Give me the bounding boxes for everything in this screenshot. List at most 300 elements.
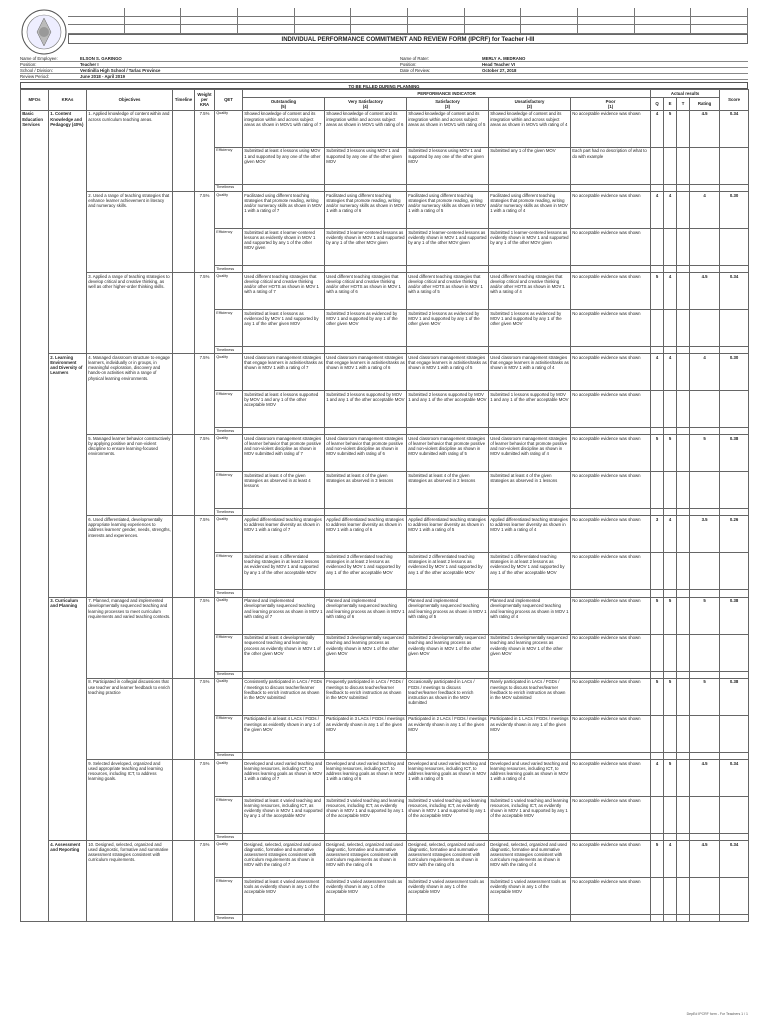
blank-cell [325,671,407,678]
blank-cell [690,877,720,914]
efficiency-label: Efficiency [215,309,243,346]
quality-indicator: Designed, selected, organized and used diagnostic, formative and summative assessment strategies consistent with curriculum requirements as shown in MOV with the rating of 7 [243,840,325,877]
quality-label: Quality [215,110,243,147]
blank-cell [664,715,677,752]
blank-cell [690,391,720,428]
col-very-satisfactory: Very Satisfactory (4) [325,97,407,110]
grid-cell [68,17,125,26]
rating-value: 4 [690,354,720,391]
review-period-label: Review Period: [20,74,49,79]
blank-cell [720,184,749,191]
review-period: June 2018 - April 2019 [80,74,125,79]
deped-seal-icon [20,8,68,56]
blank-cell [651,833,664,840]
col-rating: Rating [690,97,720,110]
quality-indicator: Applied differentiated teaching strategies to address learner diversity as shown in MOV 1 with a rating of 5 [407,516,489,553]
grid-cell [238,25,295,34]
rating-value: 5 [690,678,720,715]
blank-cell [677,472,690,509]
employee-school-label: School / Division: [20,68,53,73]
objective-cell: 1. Applied knowledge of content within and across curriculum teaching areas. [87,110,173,191]
quality-indicator: Developed and used varied teaching and learning resources, including ICT, to address learning goals as shown in MOV 1 with a rating of 5 [407,759,489,796]
timeliness-label: Timeliness [215,671,243,678]
blank-cell [243,833,325,840]
blank-cell [489,671,571,678]
blank-cell [489,509,571,516]
grid-cell [691,25,748,34]
efficiency-indicator: Submitted 2 varied teaching and learning resources, including ICT, as evidently shown in MOV 1 and supported by any 1 of the acceptable MOV [407,796,489,833]
rating-value: 3.5 [690,516,720,553]
quality-indicator: Used classroom management strategies that engage learners in activities/tasks as shown in MOV 1 with a rating of 6 [325,354,407,391]
efficiency-indicator: Submitted 2 developmentally sequenced teaching and learning process as evidently shown in MOV 1 of the other given MOV [407,634,489,671]
objective-cell: 4. Managed classroom structure to engage learners, individually or in groups, in meaningful exploration, discovery and hands-on activities within a range of physical learning environments. [87,354,173,435]
blank-cell [407,671,489,678]
blank-cell [407,914,489,921]
mfo-cell: Basic Education Services [21,110,49,921]
blank-cell [677,391,690,428]
efficiency-label: Efficiency [215,472,243,509]
blank-cell [720,671,749,678]
grid-cell [181,17,238,26]
blank-cell [677,590,690,597]
quality-indicator: No acceptable evidence was shown [571,516,651,553]
grid-cell [295,8,352,17]
blank-cell [690,346,720,353]
timeline-cell [173,678,195,759]
weight-cell: 7.5% [195,759,215,840]
blank-cell [690,509,720,516]
timeliness-label: Timeliness [215,590,243,597]
actual-e: 4 [664,354,677,391]
grid-cell [691,17,748,26]
grid-cell [351,25,408,34]
timeliness-label: Timeliness [215,265,243,272]
quality-indicator: Showed knowledge of content and its integration within and across subject areas as shown in MOV1 with rating of 7 [243,110,325,147]
actual-q: 5 [651,597,664,634]
blank-cell [690,553,720,590]
efficiency-indicator: Submitted at least 4 of the given strategies as observed in at least 4 lessons [243,472,325,509]
actual-t [677,516,690,553]
table-row [21,840,749,877]
col-qet: QET [215,90,243,111]
actual-q: 4 [651,191,664,228]
blank-cell [651,590,664,597]
efficiency-indicator: Submitted at least 4 lessons as evidenced by MOV 1 and supported by any 1 of the other given MOV [243,309,325,346]
grid-cell [578,25,635,34]
score-value: 0.30 [720,354,749,391]
weight-cell: 7.5% [195,516,215,597]
score-value: 0.38 [720,597,749,634]
col-weight: Weight per KRA [195,90,215,111]
blank-cell [664,590,677,597]
quality-label: Quality [215,759,243,796]
blank-cell [243,428,325,435]
blank-cell [677,184,690,191]
efficiency-indicator: No acceptable evidence was shown [571,391,651,428]
blank-cell [664,391,677,428]
header-blank-grid [68,8,748,34]
score-value: 0.26 [720,516,749,553]
score-value: 0.30 [720,191,749,228]
actual-t [677,191,690,228]
blank-cell [571,509,651,516]
quality-indicator: Used classroom management strategies that engage learners in activities/tasks as shown in MOV 1 with a rating of 5 [407,354,489,391]
actual-t [677,759,690,796]
timeline-cell [173,435,195,516]
blank-cell [664,833,677,840]
quality-indicator: Showed knowledge of content and its integration within and across subject areas as shown in MOV1 with rating of 4 [489,110,571,147]
table-row [21,435,749,472]
grid-cell [181,8,238,17]
quality-indicator: Planned and implemented developmentally sequenced teaching and learning process as shown in MOV 1 with rating of 4 [489,597,571,634]
blank-cell [677,309,690,346]
quality-indicator: Used different teaching strategies that develop critical and creative thinking and/or other HOTS as shown in MOV 1 with a rating of 6 [325,272,407,309]
blank-cell [720,877,749,914]
blank-cell [489,428,571,435]
quality-indicator: Facilitated using different teaching strategies that promote reading, writing and/or numeracy skills as shown in MOV 1 with a rating of 6 [325,191,407,228]
blank-cell [651,228,664,265]
objective-cell: 7. Planned, managed and implemented developmentally sequenced teaching and learning processes to meet curriculum requirements and varied teaching contexts. [87,597,173,678]
rating-value: 4 [690,191,720,228]
actual-e: 4 [664,840,677,877]
efficiency-indicator: No acceptable evidence was shown [571,472,651,509]
blank-cell [677,147,690,184]
grid-cell [408,8,465,17]
blank-cell [690,472,720,509]
blank-cell [690,715,720,752]
rater-name-label: Name of Rater: [400,56,430,61]
efficiency-indicator: Submitted 2 lessons as evidenced by MOV 1 and supported by any 1 of the other given MOV [407,309,489,346]
timeline-cell [173,110,195,191]
blank-cell [571,428,651,435]
table-row [21,759,749,796]
col-score: Score [720,90,749,111]
grid-cell [351,17,408,26]
actual-q: 5 [651,840,664,877]
col-actual-results: Actual results [651,90,720,98]
efficiency-indicator: Submitted at least 4 varied assessment tools as evidently shown in any 1 of the acceptable MOV [243,877,325,914]
grid-cell [295,17,352,26]
quality-indicator: Planned and implemented developmentally sequenced teaching and learning process as shown in MOV 1 with rating of 5 [407,597,489,634]
blank-cell [664,509,677,516]
blank-cell [651,914,664,921]
blank-cell [720,309,749,346]
col-performance-indicator: PERFORMANCE INDICATOR [243,90,651,98]
efficiency-indicator: Submitted at least 4 lessons using MOV 1 and supported by any one of the other given MOV [243,147,325,184]
blank-cell [489,833,571,840]
blank-cell [690,914,720,921]
blank-cell [677,833,690,840]
blank-cell [720,796,749,833]
review-date: October 27, 2018 [482,68,517,73]
timeline-cell [173,597,195,678]
weight-cell: 7.5% [195,354,215,435]
form-title: INDIVIDUAL PERFORMANCE COMMITMENT AND REVIEW FORM (IPCRF) for Teacher I-III [68,34,748,44]
timeline-cell [173,840,195,921]
rating-value: 5 [690,435,720,472]
efficiency-indicator: Submitted 2 lessons using MOV 1 and supported by any one of the other given MOV [407,147,489,184]
efficiency-indicator: No acceptable evidence was shown [571,553,651,590]
blank-cell [677,752,690,759]
table-row [21,110,749,147]
table-row [21,516,749,553]
efficiency-indicator: Submitted 2 lessons supported by MOV 1 and any 1 of the other acceptable MOV [407,391,489,428]
employee-info [20,56,748,80]
blank-cell [571,671,651,678]
efficiency-indicator: Submitted 1 lessons supported by MOV 1 and any 1 of the other acceptable MOV [489,391,571,428]
blank-cell [720,228,749,265]
blank-cell [690,752,720,759]
objective-cell: 8. Participated in collegial discussions that use teacher and learner feedback to enrich teaching practice [87,678,173,759]
grid-cell [465,17,522,26]
quality-indicator: No acceptable evidence was shown [571,110,651,147]
blank-cell [690,309,720,346]
col-e: E [664,97,677,110]
blank-cell [571,346,651,353]
efficiency-indicator: Submitted 3 varied teaching and learning resources, including ICT, as evidently shown in MOV 1 and supported by any 1 of the acceptable MOV [325,796,407,833]
objective-cell: 10. Designed, selected, organized and used diagnostic, formative and summative assessment strategies consistent with curriculum requirements. [87,840,173,921]
col-q: Q [651,97,664,110]
col-unsatisfactory: Unsatisfactory (2) [489,97,571,110]
grid-cell [408,25,465,34]
quality-label: Quality [215,840,243,877]
kra-cell: 1. Content Knowledge and Pedagogy (40%) [49,110,87,353]
blank-cell [664,346,677,353]
efficiency-indicator: Submitted 3 developmentally sequenced teaching and learning process as evidently shown in MOV 1 of the other given MOV [325,634,407,671]
quality-indicator: Facilitated using different teaching strategies that promote reading, writing and/or numeracy skills as shown in MOV 1 with a rating of 4 [489,191,571,228]
page-footer: DepEd IPCRF form - For Teachers 1 / 1 [686,1011,748,1016]
actual-t [677,840,690,877]
blank-cell [407,265,489,272]
blank-cell [664,265,677,272]
blank-cell [720,715,749,752]
quality-indicator: Applied differentiated teaching strategies to address learner diversity as shown in MOV 1 with a rating of 6 [325,516,407,553]
quality-indicator: Applied differentiated teaching strategies to address learner diversity as shown in MOV 1 with a rating of 7 [243,516,325,553]
blank-cell [651,391,664,428]
employee-school: Ventinilla High School / Tarlac Province [80,68,161,73]
efficiency-label: Efficiency [215,715,243,752]
rating-value: 4.5 [690,272,720,309]
blank-cell [489,752,571,759]
blank-cell [407,428,489,435]
grid-cell [521,25,578,34]
blank-cell [690,796,720,833]
grid-cell [181,25,238,34]
blank-cell [677,634,690,671]
table-header [21,90,749,111]
timeline-cell [173,191,195,272]
efficiency-indicator: Submitted 2 learner-centered lessons as evidently shown in MOV 1 and supported by any 1 of the other MOV given [407,228,489,265]
quality-indicator: Showed knowledge of content and its integration within and across subject areas as shown in MOV1 with rating of 6 [325,110,407,147]
timeliness-label: Timeliness [215,752,243,759]
rating-value: 5 [690,597,720,634]
actual-e: 4 [664,272,677,309]
ipcrf-table [20,89,749,922]
efficiency-indicator: Participated in 3 LACs / FGDs / meetings as evidently shown in any 1 of the given MOV [325,715,407,752]
quality-indicator: Showed knowledge of content and its integration within and across subject areas as shown in MOV1 with rating of 5 [407,110,489,147]
col-mfos: MFOs [21,90,49,111]
blank-cell [664,634,677,671]
blank-cell [677,553,690,590]
quality-indicator: Designed, selected, organized and used diagnostic, formative and summative assessment strategies consistent with curriculum requirements as shown in MOV with the rating of 4 [489,840,571,877]
rater-position: Head Teacher VI [482,62,516,67]
blank-cell [407,833,489,840]
blank-cell [677,796,690,833]
blank-cell [325,509,407,516]
blank-cell [325,914,407,921]
timeliness-label: Timeliness [215,509,243,516]
blank-cell [651,472,664,509]
timeline-cell [173,272,195,353]
blank-cell [677,671,690,678]
blank-cell [720,553,749,590]
blank-cell [489,265,571,272]
blank-cell [664,671,677,678]
quality-indicator: Designed, selected, organized and used diagnostic, formative and summative assessment strategies consistent with curriculum requirements as shown in MOV with the rating of 6 [325,840,407,877]
quality-indicator: Used different teaching strategies that develop critical and creative thinking and/or other HOTS as shown in MOV 1 with a rating of 5 [407,272,489,309]
blank-cell [664,184,677,191]
weight-cell: 7.5% [195,840,215,921]
objective-cell: 3. Applied a range of teaching strategies to develop critical and creative thinking, as well as other higher-order thinking skills. [87,272,173,353]
blank-cell [407,590,489,597]
quality-indicator: No acceptable evidence was shown [571,597,651,634]
quality-indicator: Used classroom management strategies of learner behavior that promote positive and non-violent discipline as shown in MOV submitted with rating of 4 [489,435,571,472]
timeliness-label: Timeliness [215,346,243,353]
actual-q: 4 [651,110,664,147]
efficiency-label: Efficiency [215,634,243,671]
quality-indicator: Facilitated using different teaching strategies that promote reading, writing and/or numeracy skills as shown in MOV 1 with a rating of 7 [243,191,325,228]
weight-cell: 7.5% [195,191,215,272]
efficiency-indicator: No acceptable evidence was shown [571,309,651,346]
blank-cell [664,752,677,759]
quality-indicator: Facilitated using different teaching strategies that promote reading, writing and/or numeracy skills as shown in MOV 1 with a rating of 5 [407,191,489,228]
actual-e: 4 [664,191,677,228]
blank-cell [664,228,677,265]
blank-cell [677,509,690,516]
efficiency-indicator: Participated in at least 4 LACs / FGDs / meetings as evidently shown in any 1 of the given MOV [243,715,325,752]
review-date-label: Date of Review: [400,68,431,73]
grid-cell [578,17,635,26]
quality-label: Quality [215,597,243,634]
blank-cell [651,796,664,833]
actual-q: 5 [651,678,664,715]
quality-indicator: Developed and used varied teaching and learning resources, including ICT, to address learning goals as shown in MOV 1 with a rating of 6 [325,759,407,796]
actual-t [677,354,690,391]
blank-cell [651,752,664,759]
blank-cell [664,877,677,914]
blank-cell [664,796,677,833]
blank-cell [325,346,407,353]
blank-cell [677,877,690,914]
table-row [21,272,749,309]
efficiency-indicator: Submitted 1 lessons as evidenced by MOV 1 and supported by any 1 of the other given MOV [489,309,571,346]
kra-cell: 4. Assessment and Reporting [49,840,87,921]
quality-indicator: Frequently participated in LACs / FGDs / meetings to discuss teacher/learner feedback to enrich instruction as shown in the MOV submitted [325,678,407,715]
weight-cell: 7.5% [195,678,215,759]
quality-indicator: No acceptable evidence was shown [571,272,651,309]
blank-cell [407,752,489,759]
timeliness-label: Timeliness [215,428,243,435]
efficiency-indicator: Submitted at least 4 lessons supported by MOV 1 and any 1 of the other acceptable MOV [243,391,325,428]
blank-cell [651,877,664,914]
blank-cell [720,914,749,921]
blank-cell [325,184,407,191]
efficiency-indicator: Submitted 2 varied assessment tools as evidently shown in any 1 of the acceptable MOV [407,877,489,914]
table-body [21,110,749,921]
blank-cell [664,914,677,921]
efficiency-indicator: Submitted any 1 of the given MOV [489,147,571,184]
quality-indicator: Occasionally participated in LACs / FGDs / meetings to discuss teacher/learner feedback to enrich instruction as shown in the MOV submitted [407,678,489,715]
objective-cell: 9. Selected developed, organized and used appropriate teaching and learning resources, including ICT, to address learning goals. [87,759,173,840]
actual-t [677,272,690,309]
efficiency-label: Efficiency [215,796,243,833]
actual-e: 5 [664,759,677,796]
blank-cell [690,147,720,184]
rating-value: 4.5 [690,110,720,147]
col-objectives: Objectives [87,90,173,111]
employee-position-label: Position: [20,62,37,67]
blank-cell [243,184,325,191]
actual-e: 5 [664,435,677,472]
quality-indicator: Planned and implemented developmentally sequenced teaching and learning process as shown in MOV 1 with rating of 7 [243,597,325,634]
grid-cell [351,8,408,17]
blank-cell [325,428,407,435]
rating-value: 4.5 [690,840,720,877]
timeliness-label: Timeliness [215,833,243,840]
actual-e: 5 [664,110,677,147]
blank-cell [664,472,677,509]
efficiency-indicator: No acceptable evidence was shown [571,796,651,833]
kra-cell: 3. Curriculum and Planning [49,597,87,840]
efficiency-indicator: Submitted at least 4 learner-centered lessons as evidently shown in MOV 1 and supported by any 1 of the other MOV given [243,228,325,265]
grid-cell [68,25,125,34]
efficiency-indicator: Submitted at least 4 of the given strategies as observed in 3 lessons [325,472,407,509]
score-value: 0.34 [720,272,749,309]
ipcrf-page [20,8,748,1016]
blank-cell [489,346,571,353]
blank-cell [407,184,489,191]
efficiency-indicator: Submitted 1 differentiated teaching strategies in at least 2 lessons as evidenced by MOV 1 and supported by any 1 of the other acceptable MOV [489,553,571,590]
quality-indicator: No acceptable evidence was shown [571,759,651,796]
quality-label: Quality [215,516,243,553]
quality-indicator: No acceptable evidence was shown [571,354,651,391]
objective-cell: 2. Used a range of teaching strategies that enhance learner achievement in literacy and numeracy skills. [87,191,173,272]
blank-cell [664,553,677,590]
timeline-cell [173,516,195,597]
blank-cell [489,590,571,597]
blank-cell [720,391,749,428]
employee-position: Teacher I [80,62,99,67]
blank-cell [720,472,749,509]
blank-cell [690,228,720,265]
blank-cell [325,590,407,597]
actual-q: 4 [651,759,664,796]
quality-label: Quality [215,435,243,472]
quality-indicator: No acceptable evidence was shown [571,840,651,877]
blank-cell [243,265,325,272]
quality-indicator: Designed, selected, organized and used diagnostic, formative and summative assessment strategies consistent with curriculum requirements as shown in MOV with the rating of 5 [407,840,489,877]
table-row [21,597,749,634]
actual-q: 3 [651,516,664,553]
blank-cell [489,914,571,921]
blank-cell [243,671,325,678]
efficiency-indicator: Submitted 3 lessons as evidenced by MOV 1 and supported by any 1 of the other given MOV [325,309,407,346]
planning-header: TO BE FILLED DURING PLANNING [20,82,748,89]
efficiency-indicator: Submitted at least 4 developmentally sequenced teaching and learning process as evidently shown in MOV 1 of the other given MOV [243,634,325,671]
blank-cell [571,833,651,840]
blank-cell [677,428,690,435]
blank-cell [651,309,664,346]
